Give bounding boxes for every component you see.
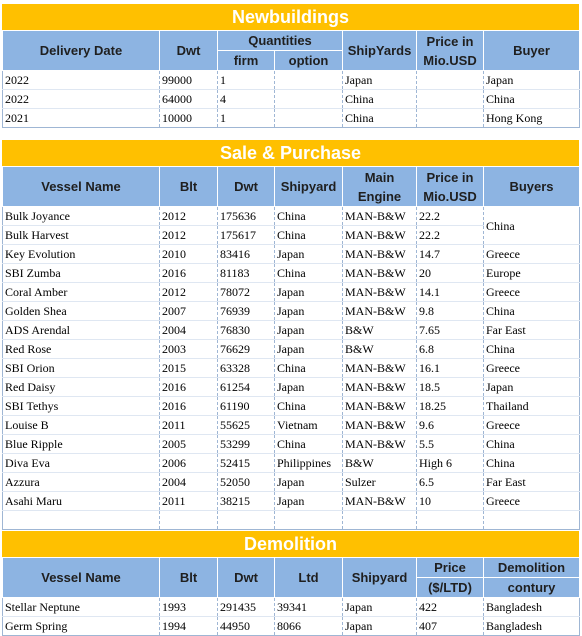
table-cell: China xyxy=(484,340,580,359)
table-row xyxy=(3,598,580,617)
table-row xyxy=(3,473,580,492)
table-cell: Japan xyxy=(275,378,343,397)
table-cell: Philippines xyxy=(275,454,343,473)
table-cell: 10 xyxy=(417,492,484,511)
table-cell: SBI Zumba xyxy=(3,264,160,283)
table-cell: 175636 xyxy=(218,207,275,226)
table-cell: 5.5 xyxy=(417,435,484,454)
header-delivery-date: Delivery Date xyxy=(3,31,160,71)
table-cell: Japan xyxy=(275,492,343,511)
table-cell: MAN-B&W xyxy=(343,492,417,511)
table-cell: Japan xyxy=(343,598,417,617)
table-cell: Azzura xyxy=(3,473,160,492)
table-cell: 44950 xyxy=(218,617,275,636)
table-cell: China xyxy=(343,109,417,128)
header-main-engine: Main Engine xyxy=(343,167,417,207)
table-cell: SBI Orion xyxy=(3,359,160,378)
table-cell: 76939 xyxy=(218,302,275,321)
table-cell: Greece xyxy=(484,283,580,302)
table-cell: China xyxy=(343,90,417,109)
table-cell: 61190 xyxy=(218,397,275,416)
table-cell: 2022 xyxy=(3,71,160,90)
table-cell: 175617 xyxy=(218,226,275,245)
table-cell: 22.2 xyxy=(417,226,484,245)
table-row xyxy=(3,617,580,636)
newbuildings-table xyxy=(2,30,580,128)
table-cell: Diva Eva xyxy=(3,454,160,473)
header-price: Price in Mio.USD xyxy=(417,31,484,71)
table-cell xyxy=(343,511,417,530)
table-row xyxy=(3,302,580,321)
table-cell: 6.8 xyxy=(417,340,484,359)
table-cell xyxy=(275,71,343,90)
table-cell: 2021 xyxy=(3,109,160,128)
table-cell: 99000 xyxy=(160,71,218,90)
table-row xyxy=(3,245,580,264)
sale-purchase-body xyxy=(3,207,580,530)
table-cell: 52415 xyxy=(218,454,275,473)
table-row xyxy=(3,416,580,435)
header-vessel-name: Vessel Name xyxy=(3,167,160,207)
table-cell: 14.1 xyxy=(417,283,484,302)
table-cell: 10000 xyxy=(160,109,218,128)
table-cell: MAN-B&W xyxy=(343,302,417,321)
header-buyers: Buyers xyxy=(484,167,580,207)
table-cell: MAN-B&W xyxy=(343,416,417,435)
table-cell: 291435 xyxy=(218,598,275,617)
table-cell: Coral Amber xyxy=(3,283,160,302)
table-cell: 1994 xyxy=(160,617,218,636)
table-row xyxy=(3,71,580,90)
table-cell xyxy=(417,109,484,128)
table-cell xyxy=(160,511,218,530)
table-row xyxy=(3,454,580,473)
header-dwt: Dwt xyxy=(160,31,218,71)
demolition-table xyxy=(2,557,580,636)
table-cell: Far East xyxy=(484,321,580,340)
table-cell: China xyxy=(484,207,580,245)
table-cell: 14.7 xyxy=(417,245,484,264)
table-cell: Blue Ripple xyxy=(3,435,160,454)
table-cell: 83416 xyxy=(218,245,275,264)
table-cell: China xyxy=(275,264,343,283)
table-cell: 2005 xyxy=(160,435,218,454)
table-cell: 9.8 xyxy=(417,302,484,321)
table-cell: China xyxy=(484,90,580,109)
table-cell: 2011 xyxy=(160,416,218,435)
table-cell: 18.25 xyxy=(417,397,484,416)
empty-row xyxy=(3,511,580,530)
table-cell: 7.65 xyxy=(417,321,484,340)
table-cell: 2016 xyxy=(160,264,218,283)
sale-purchase-title: Sale & Purchase xyxy=(2,140,579,166)
table-cell: 2022 xyxy=(3,90,160,109)
table-cell: MAN-B&W xyxy=(343,397,417,416)
table-cell: Japan xyxy=(275,283,343,302)
header-shipyard: Shipyard xyxy=(275,167,343,207)
table-cell: China xyxy=(275,226,343,245)
table-cell: Far East xyxy=(484,473,580,492)
table-cell: Key Evolution xyxy=(3,245,160,264)
table-cell: Asahi Maru xyxy=(3,492,160,511)
table-cell: Bangladesh xyxy=(484,617,580,636)
table-cell: Greece xyxy=(484,245,580,264)
table-row xyxy=(3,359,580,378)
table-cell: SBI Tethys xyxy=(3,397,160,416)
table-cell xyxy=(484,511,580,530)
table-cell: 1 xyxy=(218,71,275,90)
table-cell xyxy=(417,90,484,109)
table-cell: B&W xyxy=(343,454,417,473)
table-cell: Bangladesh xyxy=(484,598,580,617)
table-cell: 61254 xyxy=(218,378,275,397)
table-row xyxy=(3,109,580,128)
table-cell: 2010 xyxy=(160,245,218,264)
table-cell: 78072 xyxy=(218,283,275,302)
table-cell: Greece xyxy=(484,492,580,511)
table-cell xyxy=(417,511,484,530)
table-cell: 2012 xyxy=(160,207,218,226)
table-cell: 2004 xyxy=(160,321,218,340)
table-cell: China xyxy=(275,435,343,454)
table-cell: Sulzer xyxy=(343,473,417,492)
header-price: Price xyxy=(417,558,484,578)
table-cell: MAN-B&W xyxy=(343,245,417,264)
table-cell: 2016 xyxy=(160,397,218,416)
table-cell: Vietnam xyxy=(275,416,343,435)
header-dwt: Dwt xyxy=(218,167,275,207)
table-cell: 16.1 xyxy=(417,359,484,378)
table-cell: 1 xyxy=(218,109,275,128)
header-firm: firm xyxy=(218,51,275,71)
table-cell: Louise B xyxy=(3,416,160,435)
table-cell: 64000 xyxy=(160,90,218,109)
table-cell: 38215 xyxy=(218,492,275,511)
table-cell: Japan xyxy=(343,617,417,636)
table-cell: Greece xyxy=(484,359,580,378)
table-cell: 22.2 xyxy=(417,207,484,226)
table-cell: Japan xyxy=(275,473,343,492)
table-cell: Japan xyxy=(275,321,343,340)
table-cell: Japan xyxy=(484,378,580,397)
table-cell: Europe xyxy=(484,264,580,283)
header-blt: Blt xyxy=(160,167,218,207)
table-cell: Japan xyxy=(275,340,343,359)
table-cell xyxy=(275,511,343,530)
table-cell xyxy=(417,71,484,90)
table-cell: 53299 xyxy=(218,435,275,454)
table-cell: 8066 xyxy=(275,617,343,636)
table-cell: Red Rose xyxy=(3,340,160,359)
table-cell: 2012 xyxy=(160,226,218,245)
table-cell: China xyxy=(275,397,343,416)
table-cell xyxy=(218,511,275,530)
table-cell: MAN-B&W xyxy=(343,207,417,226)
table-cell: Japan xyxy=(343,71,417,90)
table-row xyxy=(3,340,580,359)
table-cell: 2007 xyxy=(160,302,218,321)
table-cell: MAN-B&W xyxy=(343,264,417,283)
table-cell: Thailand xyxy=(484,397,580,416)
table-cell: China xyxy=(484,454,580,473)
demolition-title: Demolition xyxy=(2,531,579,557)
table-cell: China xyxy=(275,359,343,378)
table-row xyxy=(3,207,580,226)
table-row xyxy=(3,378,580,397)
table-cell: 55625 xyxy=(218,416,275,435)
header-vessel-name: Vessel Name xyxy=(3,558,160,598)
newbuildings-body xyxy=(3,71,580,128)
table-cell: Germ Spring xyxy=(3,617,160,636)
table-cell: China xyxy=(484,435,580,454)
header-option: option xyxy=(275,51,343,71)
table-row xyxy=(3,492,580,511)
newbuildings-title: Newbuildings xyxy=(2,4,579,30)
table-cell: Red Daisy xyxy=(3,378,160,397)
table-row xyxy=(3,264,580,283)
table-cell: 6.5 xyxy=(417,473,484,492)
table-cell: 76629 xyxy=(218,340,275,359)
table-cell: China xyxy=(275,207,343,226)
table-cell xyxy=(3,511,160,530)
header-shipyard: Shipyard xyxy=(343,558,417,598)
header-demolition: Demolition xyxy=(484,558,580,578)
table-cell: MAN-B&W xyxy=(343,378,417,397)
table-cell: B&W xyxy=(343,340,417,359)
table-cell: 63328 xyxy=(218,359,275,378)
table-cell: MAN-B&W xyxy=(343,283,417,302)
table-cell: 52050 xyxy=(218,473,275,492)
header-buyer: Buyer xyxy=(484,31,580,71)
table-cell: 2011 xyxy=(160,492,218,511)
table-cell: 2016 xyxy=(160,378,218,397)
table-cell: 18.5 xyxy=(417,378,484,397)
table-cell: Greece xyxy=(484,416,580,435)
table-cell: 2006 xyxy=(160,454,218,473)
table-cell: Golden Shea xyxy=(3,302,160,321)
table-cell: High 6 xyxy=(417,454,484,473)
header-ltd: Ltd xyxy=(275,558,343,598)
table-cell: MAN-B&W xyxy=(343,226,417,245)
table-cell xyxy=(275,109,343,128)
table-cell: Bulk Joyance xyxy=(3,207,160,226)
header-contury: contury xyxy=(484,578,580,598)
header-price: Price in Mio.USD xyxy=(417,167,484,207)
table-row xyxy=(3,397,580,416)
table-cell: Japan xyxy=(275,302,343,321)
table-cell: Bulk Harvest xyxy=(3,226,160,245)
table-cell: 2012 xyxy=(160,283,218,302)
table-cell: 39341 xyxy=(275,598,343,617)
table-cell: Japan xyxy=(275,245,343,264)
table-row xyxy=(3,435,580,454)
table-cell: 81183 xyxy=(218,264,275,283)
table-cell: 1993 xyxy=(160,598,218,617)
table-cell: 76830 xyxy=(218,321,275,340)
header-blt: Blt xyxy=(160,558,218,598)
table-cell: 4 xyxy=(218,90,275,109)
table-cell: Hong Kong xyxy=(484,109,580,128)
table-row xyxy=(3,283,580,302)
table-row xyxy=(3,321,580,340)
table-cell: China xyxy=(484,302,580,321)
header-dwt: Dwt xyxy=(218,558,275,598)
demolition-body xyxy=(3,598,580,636)
table-cell xyxy=(275,90,343,109)
table-cell: 9.6 xyxy=(417,416,484,435)
table-cell: 2003 xyxy=(160,340,218,359)
table-row xyxy=(3,90,580,109)
header-quantities: Quantities xyxy=(218,31,343,51)
sale-purchase-table xyxy=(2,166,580,530)
header-shipyards: ShipYards xyxy=(343,31,417,71)
table-cell: MAN-B&W xyxy=(343,359,417,378)
table-cell: B&W xyxy=(343,321,417,340)
table-cell: ADS Arendal xyxy=(3,321,160,340)
header-price-unit: ($/LTD) xyxy=(417,578,484,598)
table-cell: Japan xyxy=(484,71,580,90)
table-cell: 2015 xyxy=(160,359,218,378)
table-cell: 422 xyxy=(417,598,484,617)
table-cell: MAN-B&W xyxy=(343,435,417,454)
table-cell: Stellar Neptune xyxy=(3,598,160,617)
table-cell: 407 xyxy=(417,617,484,636)
table-cell: 20 xyxy=(417,264,484,283)
table-cell: 2004 xyxy=(160,473,218,492)
